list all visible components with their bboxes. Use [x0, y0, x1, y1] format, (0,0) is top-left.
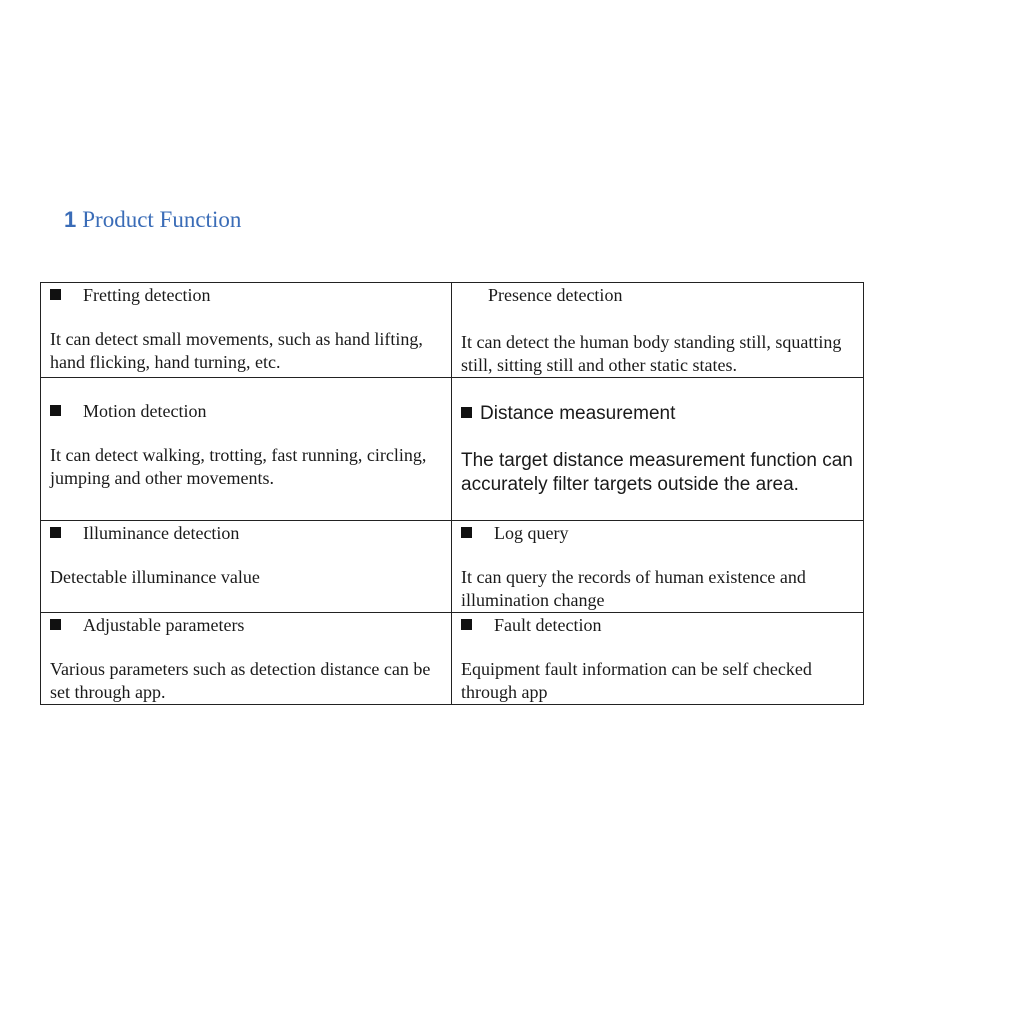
bullet-square-icon [461, 527, 472, 538]
bullet-square-icon [461, 407, 472, 418]
section-heading [64, 204, 241, 236]
bullet-square-icon [50, 619, 61, 630]
table-row [41, 521, 864, 613]
feature-cell-distance-measurement [452, 378, 864, 521]
feature-title: Adjustable parameters [50, 614, 443, 637]
feature-cell-log-query [452, 521, 864, 613]
feature-title: Illuminance detection [50, 522, 443, 545]
bullet-square-icon [50, 405, 61, 416]
feature-cell-presence-detection [452, 283, 864, 378]
feature-description: Equipment fault information can be self checked through app [461, 659, 812, 702]
feature-cell-illuminance-detection [41, 521, 452, 613]
feature-title: Distance measurement [461, 402, 855, 425]
bullet-square-icon [461, 619, 472, 630]
feature-description: It can detect walking, trotting, fast running, circling, jumping and other movements. [50, 445, 427, 488]
bullet-square-icon [50, 527, 61, 538]
feature-description: Detectable illuminance value [50, 567, 260, 587]
section-number: 1 [64, 207, 77, 232]
product-function-table [40, 282, 864, 705]
feature-title: Presence detection [488, 285, 623, 305]
feature-description: It can detect the human body standing still, squatting still, sitting still and other static states. [461, 332, 842, 375]
table-row [41, 613, 864, 705]
table-row [41, 378, 864, 521]
feature-cell-fretting-detection [41, 283, 452, 378]
feature-description: The target distance measurement function can accurately filter targets outside the area. [461, 450, 853, 495]
feature-title: Fretting detection [50, 284, 443, 307]
feature-title: Fault detection [461, 614, 855, 637]
feature-description: It can query the records of human existence and illumination change [461, 567, 806, 610]
table-row [41, 283, 864, 378]
section-title: Product Function [82, 207, 242, 232]
feature-description: Various parameters such as detection distance can be set through app. [50, 659, 431, 702]
feature-cell-adjustable-parameters [41, 613, 452, 705]
feature-cell-motion-detection [41, 378, 452, 521]
feature-cell-fault-detection [452, 613, 864, 705]
feature-title: Log query [461, 522, 855, 545]
feature-description: It can detect small movements, such as hand lifting, hand flicking, hand turning, etc. [50, 329, 423, 372]
feature-title: Motion detection [50, 400, 443, 423]
bullet-square-icon [50, 289, 61, 300]
